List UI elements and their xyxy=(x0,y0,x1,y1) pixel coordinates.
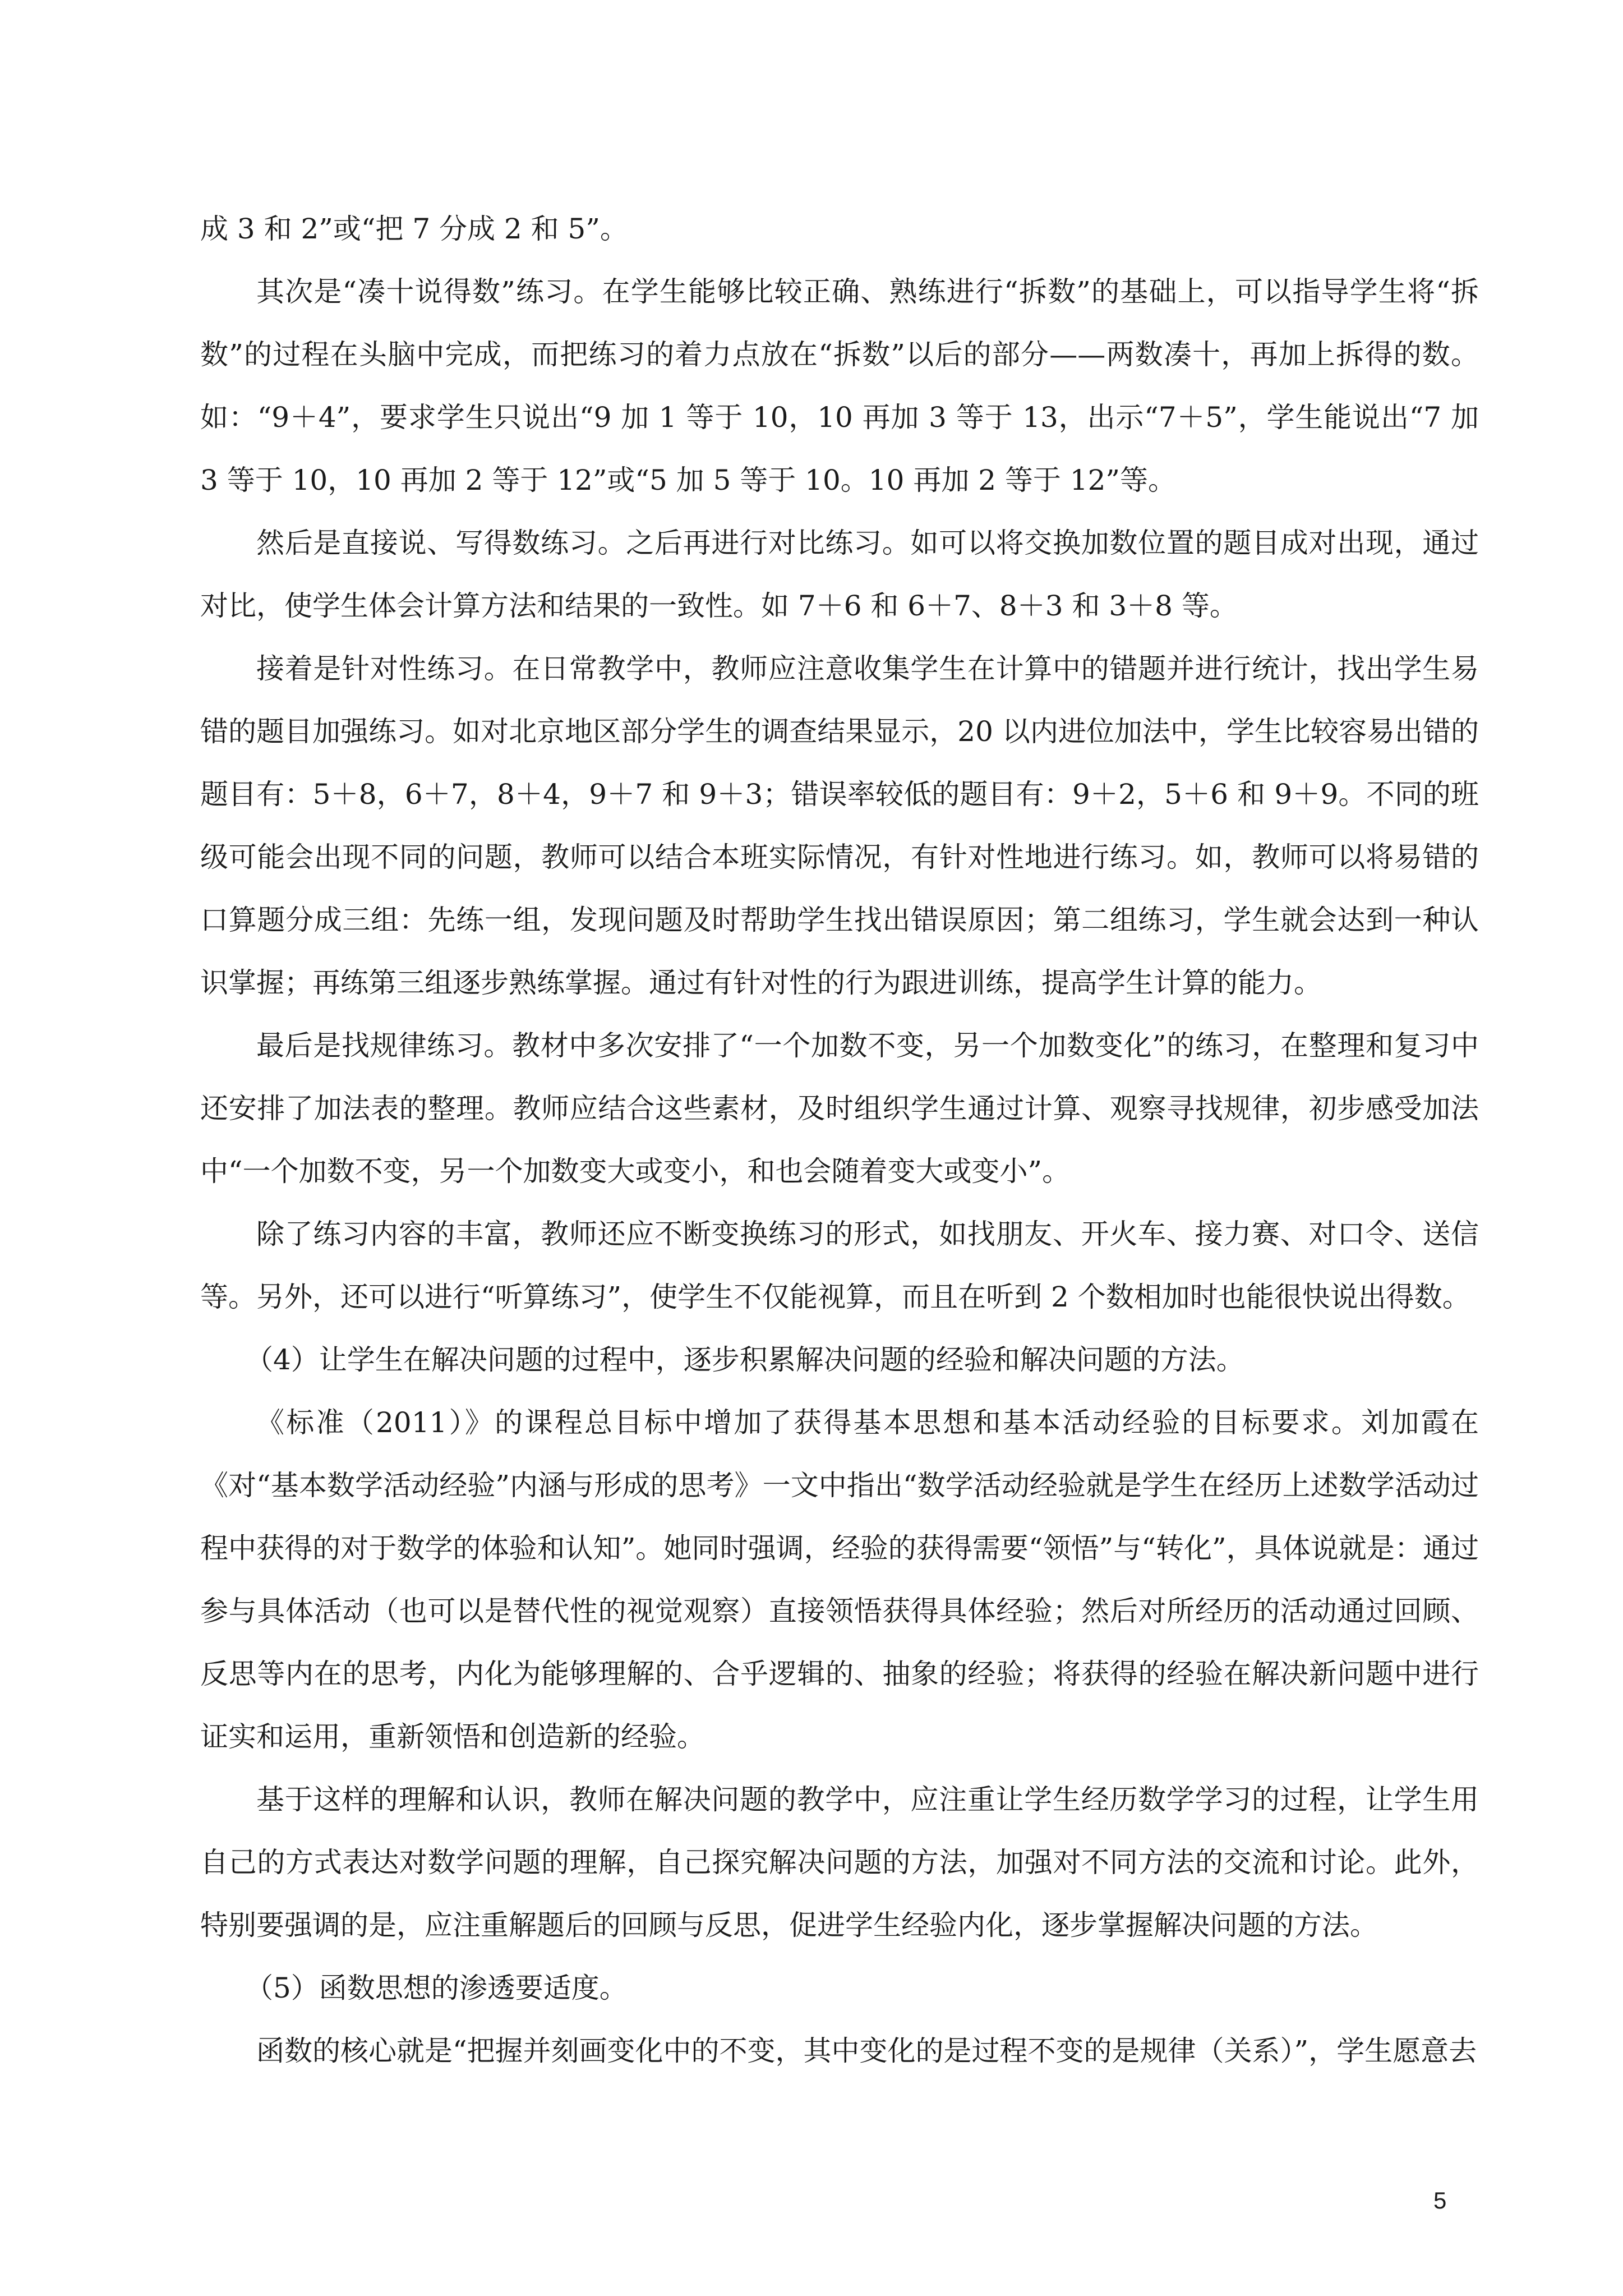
paragraph-problem-solving: 基于这样的理解和认识，教师在解决问题的教学中，应注重让学生经历数学学习的过程，让学生用自己的方式表达对数学问题的理解，自己探究解决问题的方法，加强对不同方法的交流和讨论。此外，特别要强调的是，应注重解题后的回顾与反思，促进学生经验内化，逐步掌握解决问题的方法。 xyxy=(200,1783,1479,1941)
page-number: 5 xyxy=(1433,2187,1447,2214)
paragraph-practice-forms: 除了练习内容的丰富，教师还应不断变换练习的形式，如找朋友、开火车、接力赛、对口令、送信等。另外，还可以进行“听算练习”，使学生不仅能视算，而且在听到 2 个数相加时也能很快说出得数。 xyxy=(200,1218,1479,1313)
paragraph-function-core: 函数的核心就是“把握并刻画变化中的不变，其中变化的是过程不变的是规律（关系）”，学生愿意去 xyxy=(256,2035,1477,2067)
paragraph-direct-practice: 然后是直接说、写得数练习。之后再进行对比练习。如可以将交换加数位置的题目成对出现，通过对比，使学生体会计算方法和结果的一致性。如 7＋6 和 6＋7、8＋3 和 3＋8 等。 xyxy=(200,527,1479,622)
section-heading-5: （5）函数思想的渗透要适度。 xyxy=(245,1972,628,2004)
paragraph-make-ten-practice: 其次是“凑十说得数”练习。在学生能够比较正确、熟练进行“拆数”的基础上，可以指导学生将“拆数”的过程在头脑中完成，而把练习的着力点放在“拆数”以后的部分——两数凑十，再加上拆得的数。如：“9＋4”，要求学生只说出“9 加 1 等于 10，10 再加 3 等于 13，出示“7＋5”，学生能说出“7 加 3 等于 10，10 再加 2 等于 12”或“5 加 5 等于 10。10 再加 2 等于 12”等。 xyxy=(200,275,1479,496)
paragraph-activity-experience: 《标准（2011）》的课程总目标中增加了获得基本思想和基本活动经验的目标要求。刘加霞在《对“基本数学活动经验”内涵与形成的思考》一文中指出“数学活动经验就是学生在经历上述数学活动过程中获得的对于数学的体验和认知”。她同时强调，经验的获得需要“领悟”与“转化”，具体说就是：通过参与具体活动（也可以是替代性的视觉观察）直接领悟获得具体经验；然后对所经历的活动通过回顾、反思等内在的思考，内化为能够理解的、合乎逻辑的、抽象的经验；将获得的经验在解决新问题中进行证实和运用，重新领悟和创造新的经验。 xyxy=(200,1406,1479,1753)
paragraph-continuation: 成 3 和 2”或“把 7 分成 2 和 5”。 xyxy=(200,213,628,245)
section-heading-4: （4）让学生在解决问题的过程中，逐步积累解决问题的经验和解决问题的方法。 xyxy=(245,1343,1244,1376)
document-body xyxy=(200,197,1479,2082)
paragraph-targeted-practice: 接着是针对性练习。在日常教学中，教师应注意收集学生在计算中的错题并进行统计，找出学生易错的题目加强练习。如对北京地区部分学生的调查结果显示，20 以内进位加法中，学生比较容易出错的题目有：5＋8，6＋7，8＋4，9＋7 和 9＋3；错误率较低的题目有：9＋2，5＋6 和 9＋9。不同的班级可能会出现不同的问题，教师可以结合本班实际情况，有针对性地进行练习。如，教师可以将易错的口算题分成三组：先练一组，发现问题及时帮助学生找出错误原因；第二组练习，学生就会达到一种认识掌握；再练第三组逐步熟练掌握。通过有针对性的行为跟进训练，提高学生计算的能力。 xyxy=(200,652,1479,999)
paragraph-pattern-practice: 最后是找规律练习。教材中多次安排了“一个加数不变，另一个加数变化”的练习，在整理和复习中还安排了加法表的整理。教师应结合这些素材，及时组织学生通过计算、观察寻找规律，初步感受加法中“一个加数不变，另一个加数变大或变小，和也会随着变大或变小”。 xyxy=(200,1029,1479,1188)
